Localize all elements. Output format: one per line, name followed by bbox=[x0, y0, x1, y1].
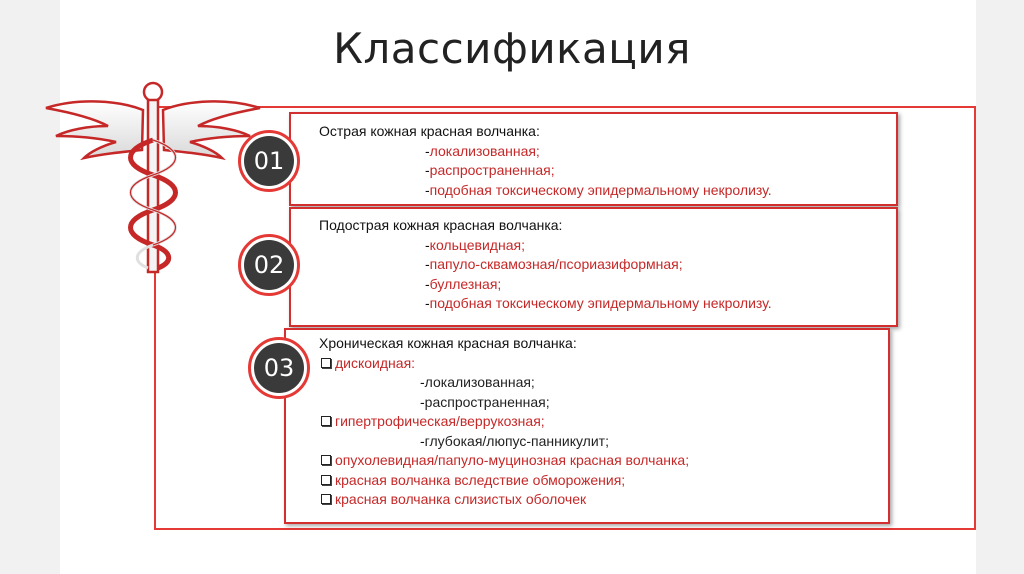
checkbox-icon bbox=[321, 475, 331, 485]
checkbox-icon bbox=[321, 416, 331, 426]
list-item: -локализованная; bbox=[425, 142, 540, 159]
caduceus-icon bbox=[38, 70, 268, 280]
list-item: -подобная токсическому эпидермальному некролизу. bbox=[425, 181, 772, 198]
section-01-heading: Острая кожная красная волчанка: bbox=[319, 123, 540, 139]
section-01-box bbox=[289, 112, 898, 206]
list-item: дискоидная: bbox=[319, 354, 888, 374]
section-02-heading: Подострая кожная красная волчанка: bbox=[319, 217, 563, 233]
list-subitem: -распространенная; bbox=[420, 393, 550, 410]
list-item: -подобная токсическому эпидермальному некролизу. bbox=[425, 295, 772, 311]
list-item: -распространенная; bbox=[425, 162, 555, 178]
list-subitem: -локализованная; bbox=[420, 374, 535, 390]
section-02-number: 02 bbox=[244, 240, 294, 290]
section-01-number: 01 bbox=[244, 136, 294, 186]
list-item: -буллезная; bbox=[425, 275, 502, 292]
section-03-number: 03 bbox=[254, 343, 304, 393]
section-03-box bbox=[284, 328, 890, 524]
right-background-band bbox=[976, 0, 1024, 574]
checkbox-icon bbox=[321, 455, 331, 465]
list-item: красная волчанка слизистых оболочек bbox=[319, 490, 888, 510]
checkbox-icon bbox=[321, 494, 331, 504]
section-01-badge bbox=[238, 130, 300, 192]
page-title: Классификация bbox=[333, 24, 691, 73]
list-item: опухолевидная/папуло-муцинозная красная волчанка; bbox=[319, 451, 888, 471]
list-subitem: -глубокая/люпус-панникулит; bbox=[420, 432, 609, 449]
checkbox-icon bbox=[321, 358, 331, 368]
section-02-box bbox=[289, 207, 898, 327]
section-03-heading: Хроническая кожная красная волчанка: bbox=[319, 335, 577, 351]
section-03-badge bbox=[248, 337, 310, 399]
list-item: гипертрофическая/веррукозная; bbox=[319, 412, 888, 432]
list-item: -папуло-сквамозная/псориазиформная; bbox=[425, 256, 683, 272]
list-item: красная волчанка вследствие обморожения; bbox=[319, 471, 888, 491]
list-item: -кольцевидная; bbox=[425, 236, 525, 253]
section-02-badge bbox=[238, 234, 300, 296]
